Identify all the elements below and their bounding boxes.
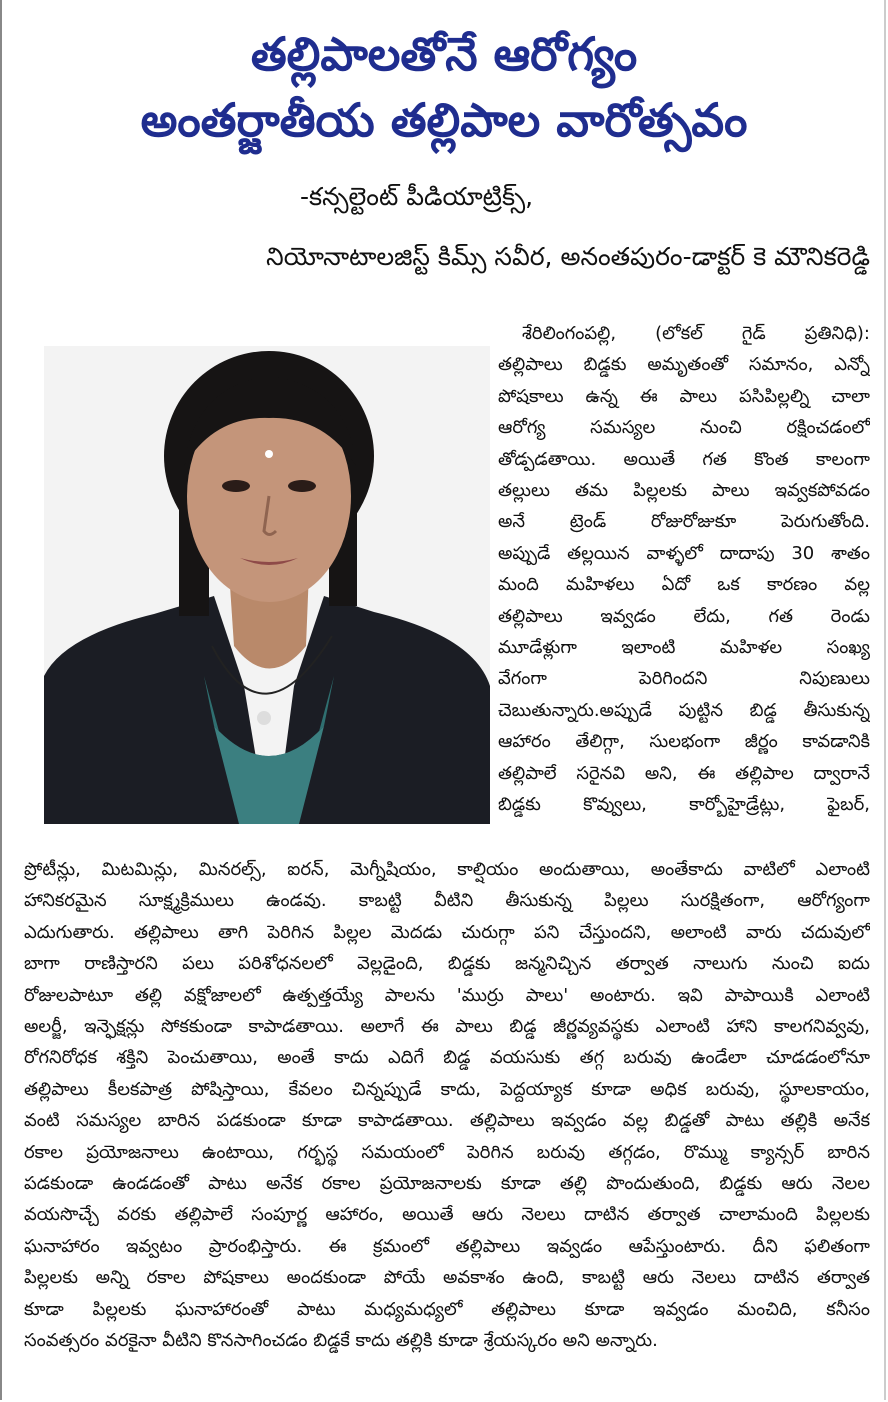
article-line: రకాల ప్రయోజనాలు ఉంటాయి, గర్భస్థ సమయంలో పెరిగిన బరువు తగ్గడం, రొమ్ము క్యాన్సర్ బారిన [24, 1141, 870, 1163]
article-line: ఎదుగుతారు. తల్లిపాలు తాగి పెరిగిన పిల్లల మెదడు చురుగ్గా పని చేస్తుందని, అలాంటి వారు చదువులో [24, 921, 870, 943]
article-line: తల్లిపాలు ఇవ్వడం లేదు, గత రెండు [498, 605, 870, 627]
headline-line-1: తల్లిపాలతోనే ఆరోగ్యం [250, 27, 638, 81]
article-line: ఘనాహారం ఇవ్వటం ప్రారంభిస్తారు. ఈ క్రమంలో తల్లిపాలు ఇవ్వడం ఆపేస్తుంటారు. దీని ఫలితంగా [24, 1235, 870, 1257]
article-line: తల్లిపాలే సరైనవి అని, ఈ తల్లిపాల ద్వారానే [498, 762, 870, 784]
article-full-width-text [24, 854, 870, 1357]
article-line: ఆరోగ్య సమస్యల నుంచి రక్షించడంలో [498, 417, 870, 439]
portrait-illustration [44, 346, 490, 824]
article-line: వంటి సమస్యల బారిన పడకుండా కూడా కాపాడతాయి. తల్లిపాలు ఇవ్వడం వల్ల బిడ్డతో పాటు తల్లికి అనేక [24, 1110, 870, 1132]
article-line: మూడేళ్లుగా ఇలాంటి మహిళల సంఖ్య [498, 637, 870, 659]
article-line: శేరిలింగంపల్లి, (లోకల్ గైడ్ ప్రతినిధి): [522, 323, 870, 344]
article-line: పిల్లలకు అన్ని రకాల పోషకాలు అందకుండా పోయే అవకాశం ఉంది, కాబట్టి ఆరు నెలలు దాటిన తర్వాత [24, 1267, 870, 1289]
article-line: హానికరమైన సూక్ష్మక్రిములు ఉండవు. కాబట్టి వీటిని తీసుకున్న పిల్లలు సురక్షితంగా, ఆరోగ్యంగా [24, 890, 870, 912]
article-line: అనే ట్రెండ్ రోజురోజుకూ పెరుగుతోంది. [498, 511, 870, 533]
article-line: బాగా రాణిస్తారని పలు పరిశోధనలలో వెల్లడైంది, బిడ్డకు జన్మనిచ్చిన తర్వాత నాలుగు నుంచి ఐదు [24, 953, 870, 975]
article-line: తల్లులు తమ పిల్లలకు పాలు ఇవ్వకపోవడం [498, 480, 870, 502]
article-line: రోజులపాటూ తల్లి వక్షోజాలలో ఉత్పత్తయ్యే పాలను 'ముర్రు పాలు' అంటారు. ఇవి పాపాయికి ఎలాంటి [24, 984, 870, 1006]
article-line: వయసొచ్చే వరకు తల్లిపాలే సంపూర్ణ ఆహారం, అయితే ఆరు నెలలు దాటిన తర్వాత చాలామంది పిల్లలకు [24, 1204, 870, 1226]
byline-title: -కన్సల్టెంట్ పీడియాట్రిక్స్, [300, 182, 534, 211]
article-line: తల్లిపాలు కీలకపాత్ర పోషిస్తాయి, కేవలం చిన్నప్పుడే కాదు, పెద్దయ్యాక కూడా అధిక బరువు, స్థూలకాయం, [24, 1078, 870, 1100]
article-line: వేగంగా పెరిగిందని నిపుణులు [498, 668, 870, 690]
article-line: పడకుండా ఉండడంతో పాటు అనేక రకాల ప్రయోజనాలకు కూడా తల్లి పొందుతుంది, బిడ్డకు ఆరు నెలల [24, 1173, 870, 1195]
article-line: ప్రోటీన్లు, మిటమిన్లు, మినరల్స్, ఐరన్, మెగ్నీషియం, కాల్షియం అందుతాయి, అంతేకాదు వాటిలో ఎలాంటి [24, 859, 870, 880]
article-line: చెబుతున్నారు.అప్పుడే పుట్టిన బిడ్డ తీసుకున్న [498, 699, 870, 721]
article-line: తోడ్పడతాయి. అయితే గత కొంత కాలంగా [498, 448, 870, 470]
article-line: అప్పుడే తల్లయిన వాళ్ళలో దాదాపు 30 శాతం [498, 542, 870, 564]
doctor-portrait-photo [44, 346, 490, 824]
headline-line-2: అంతర్జాతీయ తల్లిపాల వారోత్సవం [140, 93, 748, 147]
article-line: మంది మహిళలు ఏదో ఒక కారణం వల్ల [498, 574, 870, 596]
article-column-text [498, 318, 870, 821]
article-line: కూడా పిల్లలకు ఘనాహారంతో పాటు మధ్యమధ్యలో తల్లిపాలు కూడా ఇవ్వడం మంచిది, కనీసం [24, 1298, 870, 1320]
article-line: తల్లిపాలు బిడ్డకు అమృతంతో సమానం, ఎన్నో [498, 354, 870, 376]
article-line: రోగనిరోధక శక్తిని పెంచుతాయి, అంతే కాదు ఎదిగే బిడ్డ వయసుకు తగ్గ బరువు ఉండేలా చూడడంలోనూ [24, 1047, 870, 1069]
article-line: సంవత్సరం వరకైనా వీటిని కొనసాగించడం బిడ్డకే కాదు తల్లికి కూడా శ్రేయస్కరం అని అన్నారు. [24, 1330, 658, 1352]
article-line: పోషకాలు ఉన్న ఈ పాలు పసిపిల్లల్ని చాలా [498, 385, 870, 407]
byline-author: నియోనాటాలజిస్ట్ కిమ్స్ సవీర, అనంతపురం-డాక్టర్ కె మౌనికరెడ్డి [266, 242, 870, 271]
article-line: అలర్జీ, ఇన్ఫెక్షన్లు సోకకుండా కాపాడతాయి. అలాగే ఈ పాలు బిడ్డ జీర్ణవ్యవస్థకు ఎలాంటి హాని కాలగనివ్వవు, [24, 1016, 870, 1038]
article-line: ఆహారం తేలిగ్గా, సులభంగా జీర్ణం కావడానికి [498, 731, 870, 753]
article-line: బిడ్డకు కొవ్వులు, కార్బోహైడ్రేట్లు, ఫైబర్, [498, 794, 870, 816]
